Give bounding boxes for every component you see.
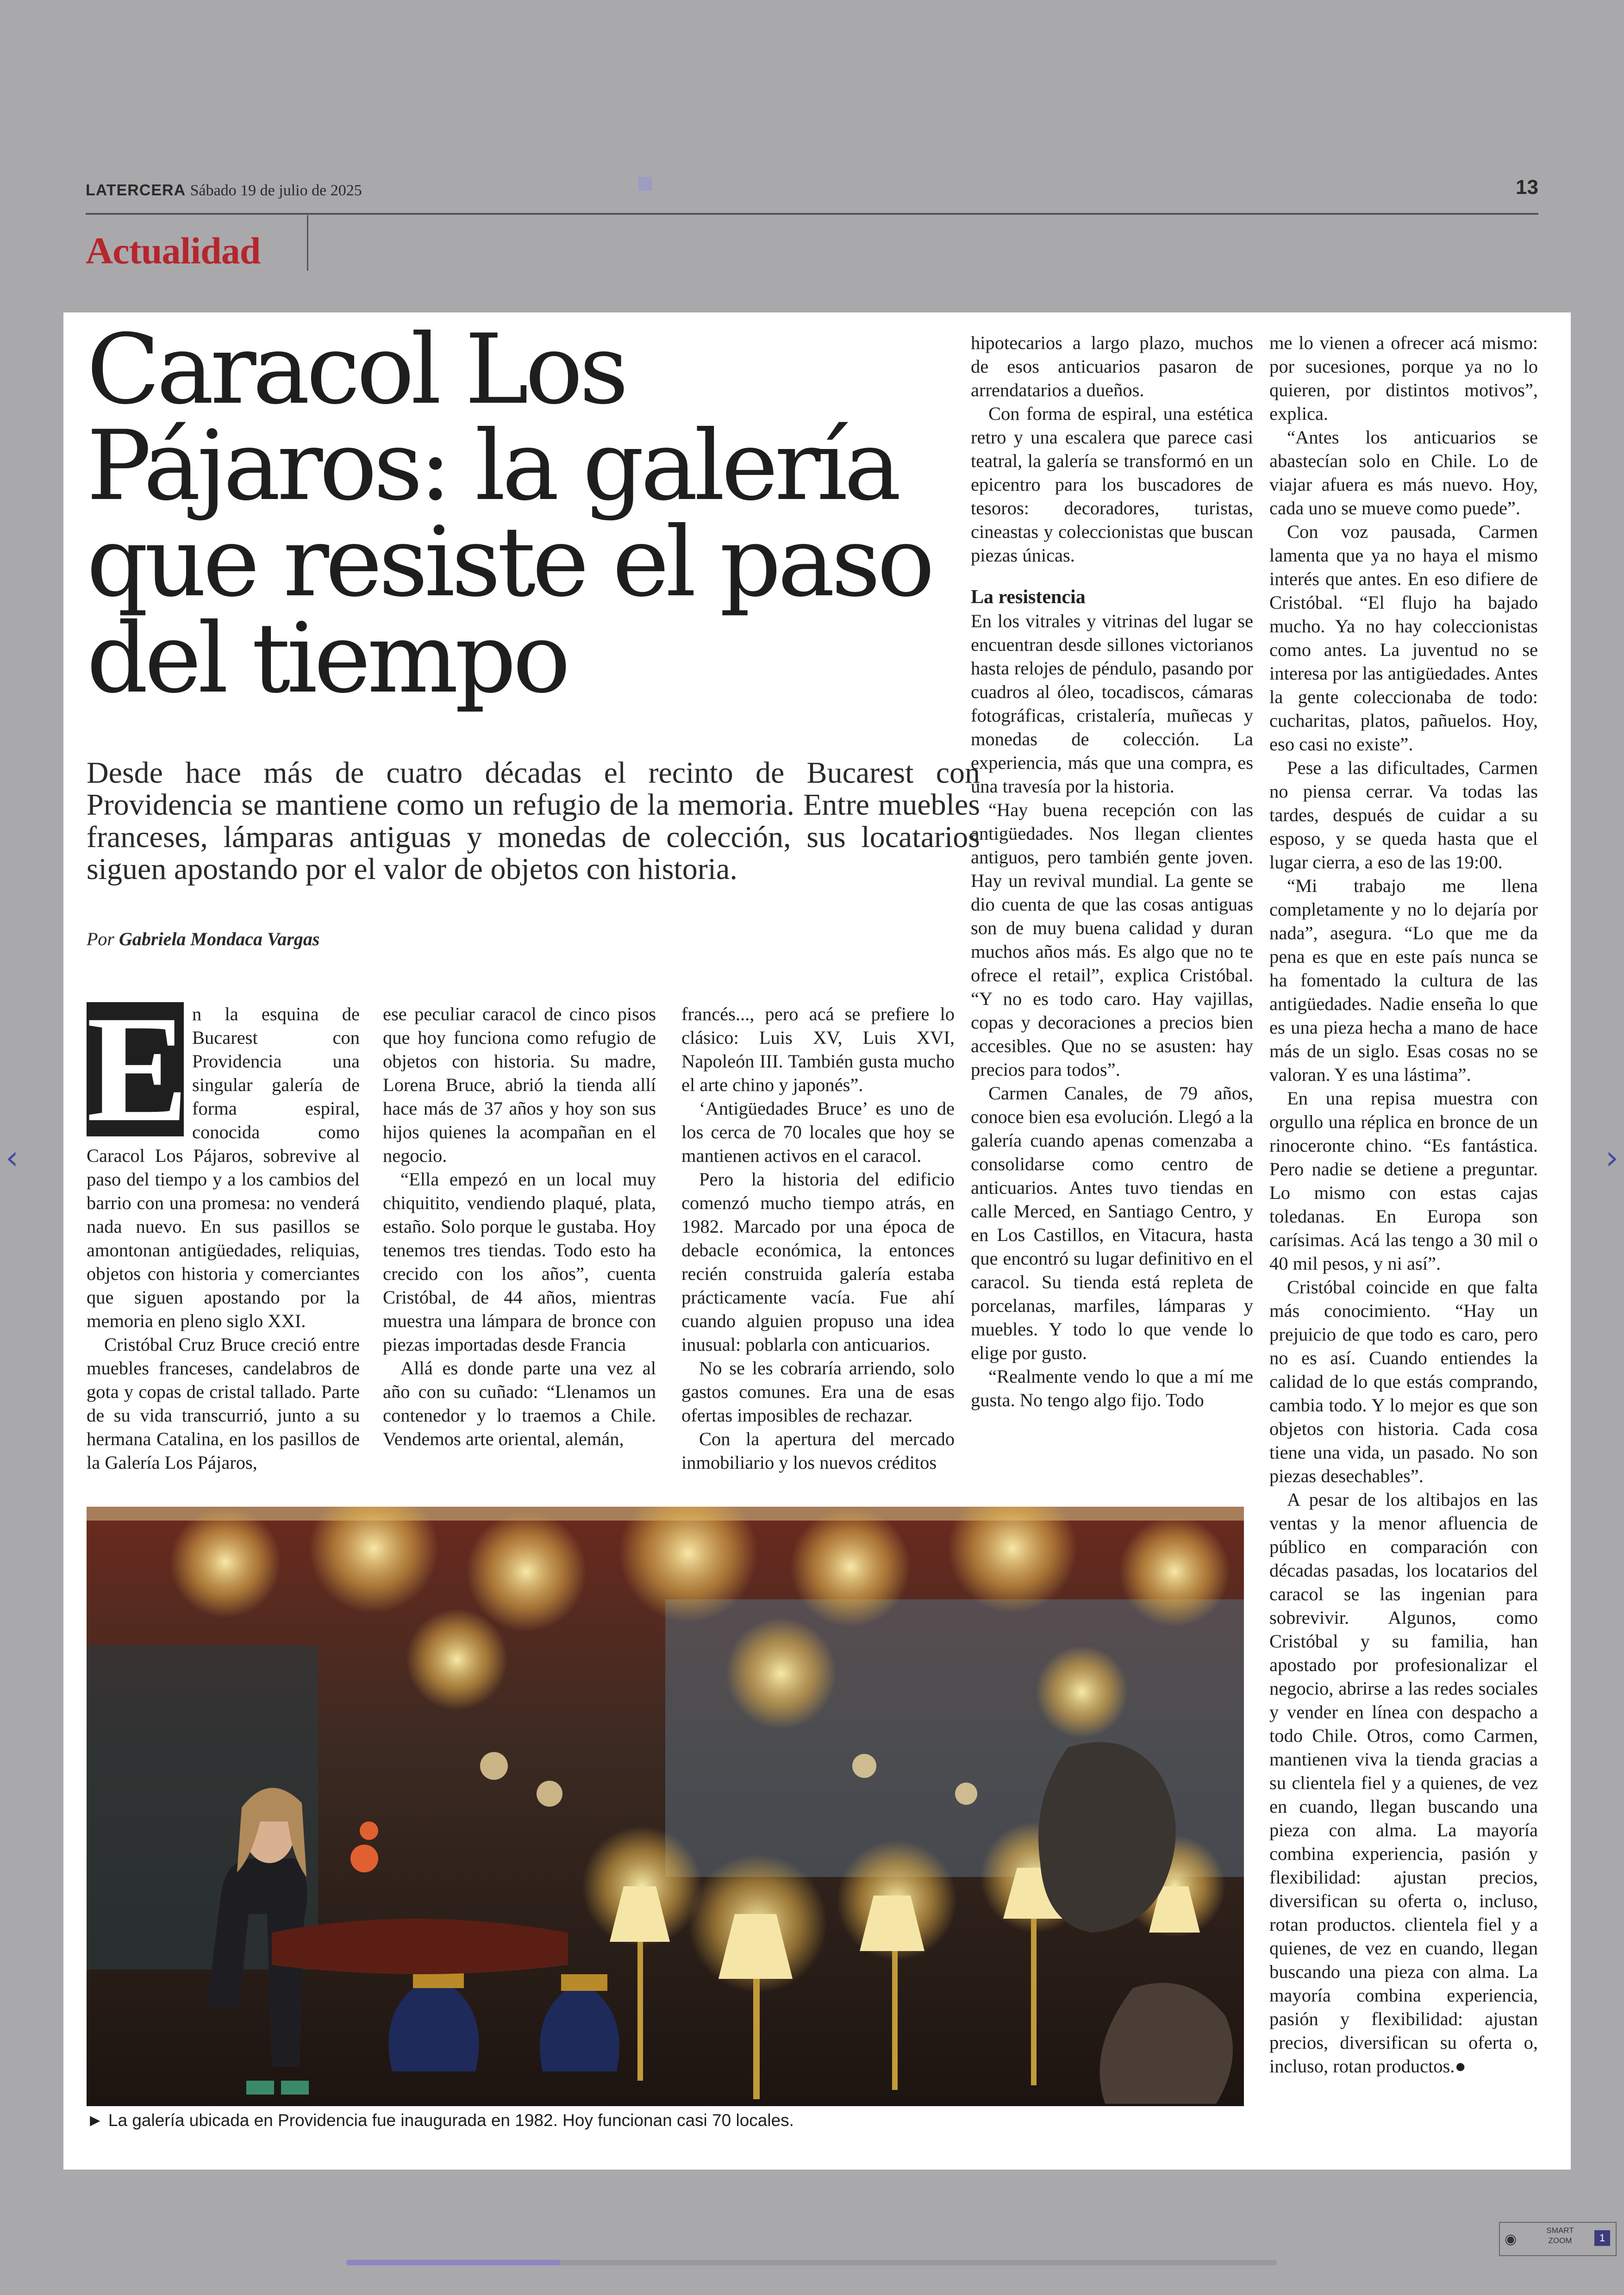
headline: Caracol Los Pájaros: la galería que resiste el paso del tiempo (87, 314, 931, 715)
article-page (63, 312, 1571, 2170)
paragraph: francés..., pero acá se prefiere lo clásico: Luis XV, Luis XVI, Napoleón III. También gusta mucho el arte chino y japonés”. (681, 1004, 955, 1095)
article-column-5 (1269, 331, 1538, 2078)
photo-illustration (87, 1507, 1244, 2106)
paragraph: “Hay buena recepción con las antigüedades. Nos llegan clientes antiguos, pero también gente joven. Hay un revival mundial. La gente se dio cuenta de que las cosas antiguas son de muy buena calidad y duran muchos años más. Es algo que no te ofrece el retail”, explica Cristóbal. “Y no es todo caro. Hay vajillas, copas y decoraciones a precios bien accesibles. Que no se asusten: hay precios para todos”. (971, 799, 1253, 1080)
gallery-photo (87, 1507, 1244, 2106)
paragraph: Con forma de espiral, una estética retro y una escalera que parece casi teatral, la galería se transformó en un epicentro para los buscadores de tesoros: decoradores, turistas, cineastas y coleccionistas que buscan piezas únicas. (971, 403, 1253, 566)
reading-progress-fill (346, 2260, 560, 2265)
next-page-button[interactable]: › (1605, 1139, 1618, 1177)
byline-author: Gabriela Mondaca Vargas (119, 929, 320, 949)
article-dek: Desde hace más de cuatro décadas el recinto de Bucarest con Providencia se mantiene como un refugio de la memoria. Entre muebles franceses, lámparas antiguas y monedas de colección, sus locatarios siguen apostando por el valor de objetos con historia. (87, 756, 980, 886)
paragraph: “Mi trabajo me llena completamente y no lo dejaría por nada”, asegura. “Lo que me da pena es que en este país nunca se ha fomentado la cultura de las antigüedades. Nadie enseña lo que es una pieza hecha a mano de hace más de un siglo. Esas cosas no se valoran. Y es una lástima”. (1269, 875, 1538, 1085)
paragraph: Con voz pausada, Carmen lamenta que ya no haya el mismo interés que antes. En eso difiere de Cristóbal. “El flujo ha bajado mucho. Ya no hay coleccionistas como antes. La juventud no se interesa por las antigüedades. Antes la gente coleccionaba de todo: cucharitas, platos, pañuelos. Hoy, eso casi no existe”. (1269, 521, 1538, 755)
paragraph: n la esquina de Bucarest con Providencia una singular galería de forma espiral, conocida como Caracol Los Pájaros, sobrevive al paso del tiempo y a los cambios del barrio con una promesa: no venderá nada nuevo. En sus pasillos se amontonan antigüedades, reliquias, objetos con historia y comerciantes que siguen apostando por la memoria en pleno siglo XXI. (87, 1004, 360, 1331)
paragraph: Allá es donde parte una vez al año con su cuñado: “Llenamos un contenedor y lo traemos a Chile. Vendemos arte oriental, alemán, (383, 1358, 656, 1449)
paragraph: “Realmente vendo lo que a mí me gusta. No tengo algo fijo. Todo (971, 1366, 1253, 1410)
eye-icon: ◉ (1505, 2232, 1517, 2247)
issue-date: Sábado 19 de julio de 2025 (190, 182, 362, 199)
previous-page-button[interactable]: ‹ (6, 1139, 19, 1177)
paragraph: Cristóbal Cruz Bruce creció entre muebles franceses, candelabros de gota y copas de cristal tallado. Parte de su vida transcurrió, junto a su hermana Catalina, en los pasillos de la Galería Los Pájaros, (87, 1334, 360, 1473)
header-rule (86, 213, 1538, 215)
section-divider (307, 215, 308, 271)
paragraph: Pese a las dificultades, Carmen no piensa cerrar. Va todas las tardes, después de cuidar a su esposo, y se queda hasta que el lugar cierra, a eso de las 19:00. (1269, 757, 1538, 873)
paragraph: En una repisa muestra con orgullo una réplica en bronce de un rinoceronte chino. “Es fantástica. Pero nadie se detiene a preguntar. Lo mismo con estas cajas toledanas. En Europa son carísimas. Acá las tengo a 30 mil o 40 mil pesos, y ni así”. (1269, 1088, 1538, 1274)
paragraph: “Ella empezó en un local muy chiquitito, vendiendo plaqué, plata, estaño. Solo porque le gustaba. Hoy tenemos tres tiendas. Todo esto ha crecido con los años”, cuenta Cristóbal, de 44 años, mientras muestra una lámpara de bronce con piezas importadas desde Francia (383, 1169, 656, 1355)
zoom-page-badge: 1 (1594, 2230, 1610, 2246)
section-title: Actualidad (86, 230, 261, 272)
reading-progress-bar[interactable] (346, 2260, 1277, 2265)
brand-name: LATERCERA (86, 181, 186, 199)
ad-marker-icon[interactable] (638, 177, 652, 191)
article-column-1 (87, 985, 360, 1474)
drop-cap: E (87, 985, 189, 1154)
photo-caption: ► La galería ubicada en Providencia fue inaugurada en 1982. Hoy funcionan casi 70 locales. (87, 2111, 794, 2130)
byline-prefix: Por (87, 929, 114, 949)
page-number: 13 (1516, 176, 1538, 199)
article-column-3 (681, 1002, 955, 1474)
smart-zoom-label: SMART ZOOM (1546, 2226, 1574, 2245)
article-column-2 (383, 1002, 656, 1451)
paragraph: “Antes los anticuarios se abastecían solo en Chile. Lo de viajar afuera es más nuevo. Hoy, cada uno se mueve como puede”. (1269, 427, 1538, 518)
article-column-4 (971, 331, 1253, 1412)
byline (87, 928, 319, 950)
paragraph: ese peculiar caracol de cinco pisos que hoy funciona como refugio de objetos con historia. Su madre, Lorena Bruce, abrió la tienda allí hace más de 37 años y hoy son sus hijos quienes la acompañan en el negocio. (383, 1004, 656, 1166)
paragraph: me lo vienen a ofrecer acá mismo: por sucesiones, porque ya no lo quieren, por distintos motivos”, explica. (1269, 332, 1538, 424)
paragraph: A pesar de los altibajos en las ventas y la menor afluencia de público en comparación con décadas pasadas, los locatarios del caracol se las ingenian para sobrevivir. Algunos, como Cristóbal y su familia, han apostado por profesionalizar el negocio, abrirse a las redes sociales y vender en línea con despacho a todo Chile. Otros, como Carmen, mantienen viva la tienda gracias a su clientela fiel y a quienes, de vez en cuando, llegan buscando una pieza con alma. La mayoría combina experiencia, pasión y flexibilidad: ajustan precios, diversifican su oferta o, incluso, rotan productos. clientela fiel y a quienes, de vez en cuando, llegan buscando una pieza con alma. La mayoría combina experiencia, pasión y flexibilidad: ajustan precios, diversifican su oferta o, incluso, rotan productos.● (1269, 1489, 1538, 2077)
paragraph: En los vitrales y vitrinas del lugar se encuentran desde sillones victorianos hasta relojes de péndulo, pasando por cuadros al óleo, tocadiscos, cámaras fotográficas, cristalería, muñecas y monedas de colección. La experiencia, más que una compra, es una travesía por la historia. (971, 611, 1253, 797)
paragraph: Cristóbal coincide en que falta más conocimiento. “Hay un prejuicio de que todo es caro, pero no es así. Cuando entiendes la calidad de lo que estás comprando, cambia todo. Y lo mejor es que son objetos con historia. Cada cosa tiene una vida, un pasado. No son piezas desechables”. (1269, 1277, 1538, 1486)
paragraph: Carmen Canales, de 79 años, conoce bien esa evolución. Llegó a la galería cuando apenas comenzaba a consolidarse como centro de anticuarios. Antes tuvo tiendas en calle Merced, en Santiago Centro, y en Los Castillos, en Vitacura, hasta que encontró su lugar definitivo en el caracol. Su tienda está repleta de porcelanas, marfiles, lámparas y muebles. Y todo lo que vende lo elige por gusto. (971, 1083, 1253, 1363)
paragraph: hipotecarios a largo plazo, muchos de esos anticuarios pasaron de arrendatarios a dueños. (971, 332, 1253, 400)
paragraph: Con la apertura del mercado inmobiliario y los nuevos créditos (681, 1428, 955, 1473)
paragraph: No se les cobraría arriendo, solo gastos comunes. Era una de esas ofertas imposibles de rechazar. (681, 1358, 955, 1426)
paragraph: ‘Antigüedades Bruce’ es uno de los cerca de 70 locales que hoy se mantienen activos en el caracol. (681, 1098, 955, 1166)
smart-zoom-control[interactable] (1499, 2222, 1617, 2256)
paragraph: Pero la historia del edificio comenzó mucho tiempo atrás, en 1982. Marcado por una época de debacle económica, la entonces recién construida galería estaba prácticamente vacía. Fue ahí cuando alguien propuso una idea inusual: poblarla con anticuarios. (681, 1169, 955, 1355)
subheading: La resistencia (971, 586, 1086, 608)
newspaper-header (86, 181, 362, 200)
